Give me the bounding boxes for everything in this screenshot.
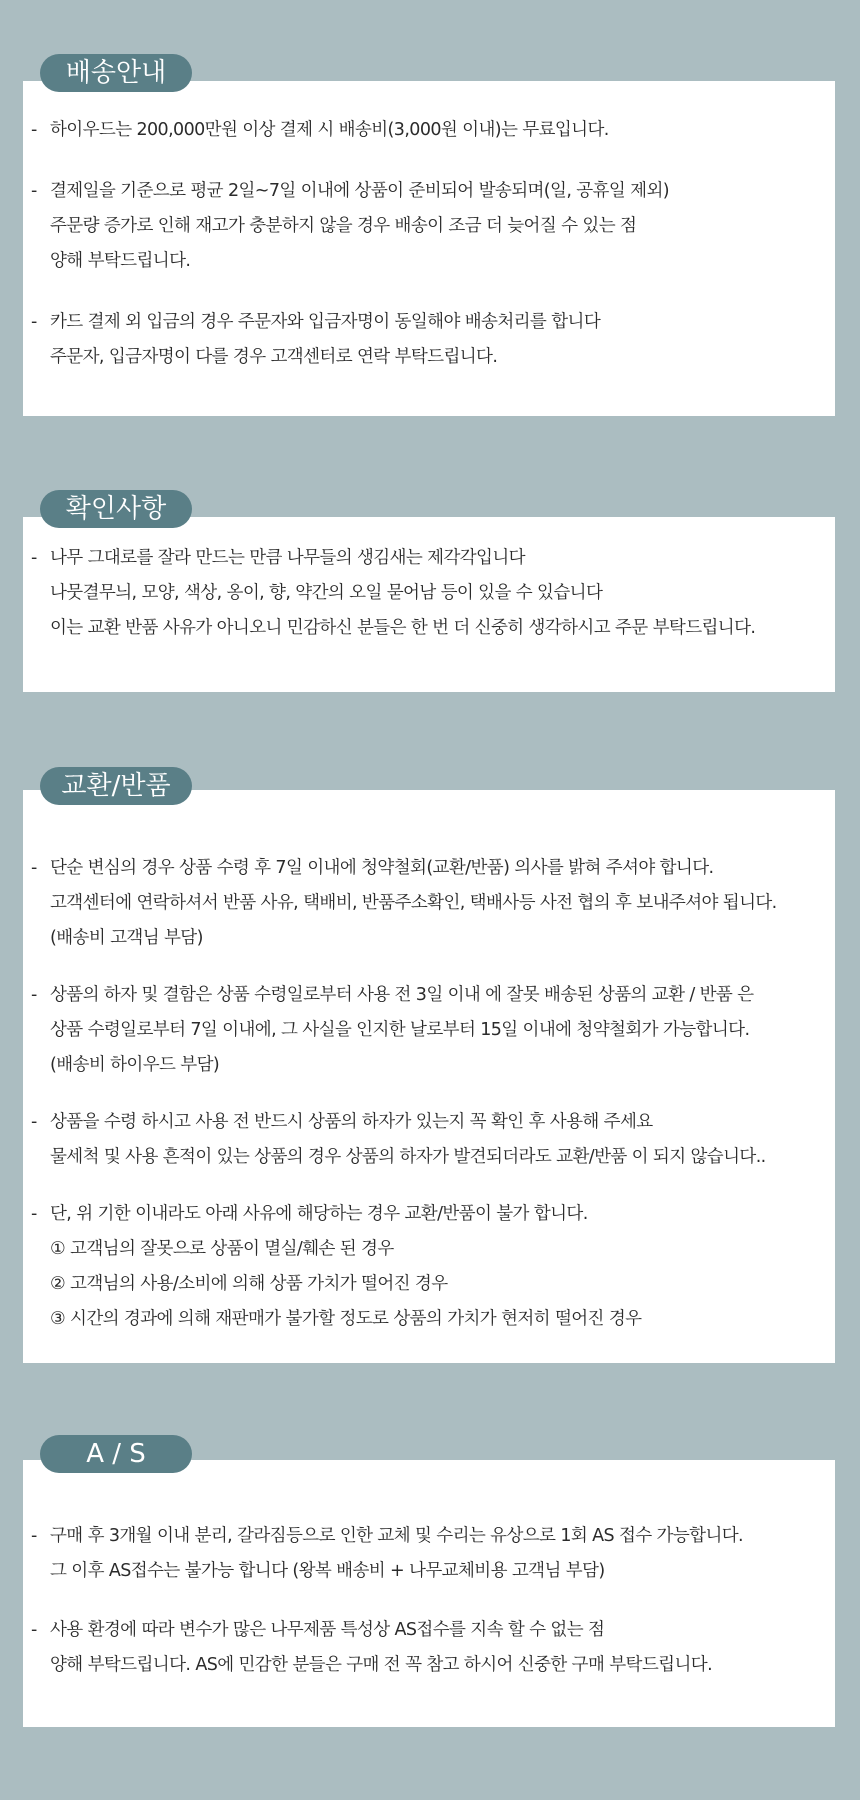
list-item: - 나무 그대로를 잘라 만드는 만큼 나무들의 생김새는 제각각입니다 나뭇결무늬, 모양, 색상, 옹이, 향, 약간의 오일 묻어남 등이 있을 수 있습니다 이는 교환 반품 사유가 아니오니 민감하신 분들은 한 번 더 신중히 생각하시고 주문 부탁드립니다. — [31, 548, 756, 638]
section-title-exchange-return: 교환/반품 — [40, 767, 192, 805]
notice-list — [23, 541, 835, 646]
exchange-return-list — [23, 851, 835, 1337]
section-notice — [23, 490, 835, 692]
section-title-shipping: 배송안내 — [40, 54, 192, 92]
section-shipping — [23, 54, 835, 416]
list-item: - 결제일을 기준으로 평균 2일~7일 이내에 상품이 준비되어 발송되며(일, 공휴일 제외) 주문량 증가로 인해 재고가 충분하지 않을 경우 배송이 조금 더 늦어질 수 있는 점 양해 부탁드립니다. — [31, 181, 669, 271]
list-item: - 사용 환경에 따라 변수가 많은 나무제품 특성상 AS접수를 지속 할 수 없는 점 양해 부탁드립니다. AS에 민감한 분들은 구매 전 꼭 참고 하시어 신중한 구매 부탁드립니다. — [31, 1620, 713, 1675]
as-list — [23, 1519, 835, 1683]
shipping-list — [23, 113, 835, 375]
list-item: - 단, 위 기한 이내라도 아래 사유에 해당하는 경우 교환/반품이 불가 합니다. ① 고객님의 잘못으로 상품이 멸실/훼손 된 경우 ② 고객님의 사용/소비에 의해 상품 가치가 떨어진 경우 ③ 시간의 경과에 의해 재판매가 불가할 정도로 상품의 가치가 현저히 떨어진 경우 — [31, 1204, 642, 1329]
list-item: - 카드 결제 외 입금의 경우 주문자와 입금자명이 동일해야 배송처리를 합니다 주문자, 입금자명이 다를 경우 고객센터로 연락 부탁드립니다. — [31, 312, 601, 367]
list-item: - 상품을 수령 하시고 사용 전 반드시 상품의 하자가 있는지 꼭 확인 후 사용해 주세요 물세척 및 사용 흔적이 있는 상품의 경우 상품의 하자가 발견되더라도 교환/반품 이 되지 않습니다.. — [31, 1112, 766, 1167]
section-title-as: A / S — [40, 1435, 192, 1473]
section-exchange-return — [23, 767, 835, 1363]
list-item: - 하이우드는 200,000만원 이상 결제 시 배송비(3,000원 이내)는 무료입니다. — [31, 120, 609, 140]
section-as — [23, 1435, 835, 1727]
section-title-notice: 확인사항 — [40, 490, 192, 528]
list-item: - 단순 변심의 경우 상품 수령 후 7일 이내에 청약철회(교환/반품) 의사를 밝혀 주셔야 합니다. 고객센터에 연락하셔서 반품 사유, 택배비, 반품주소확인, 택배사등 사전 협의 후 보내주셔야 됩니다. (배송비 고객님 부담) — [31, 858, 777, 948]
list-item: - 구매 후 3개월 이내 분리, 갈라짐등으로 인한 교체 및 수리는 유상으로 1회 AS 접수 가능합니다. 그 이후 AS접수는 불가능 합니다 (왕복 배송비 + 나무교체비용 고객님 부담) — [31, 1526, 744, 1581]
list-item: - 상품의 하자 및 결함은 상품 수령일로부터 사용 전 3일 이내 에 잘못 배송된 상품의 교환 / 반품 은 상품 수령일로부터 7일 이내에, 그 사실을 인지한 날로부터 15일 이내에 청약철회가 가능합니다. (배송비 하이우드 부담) — [31, 985, 754, 1075]
